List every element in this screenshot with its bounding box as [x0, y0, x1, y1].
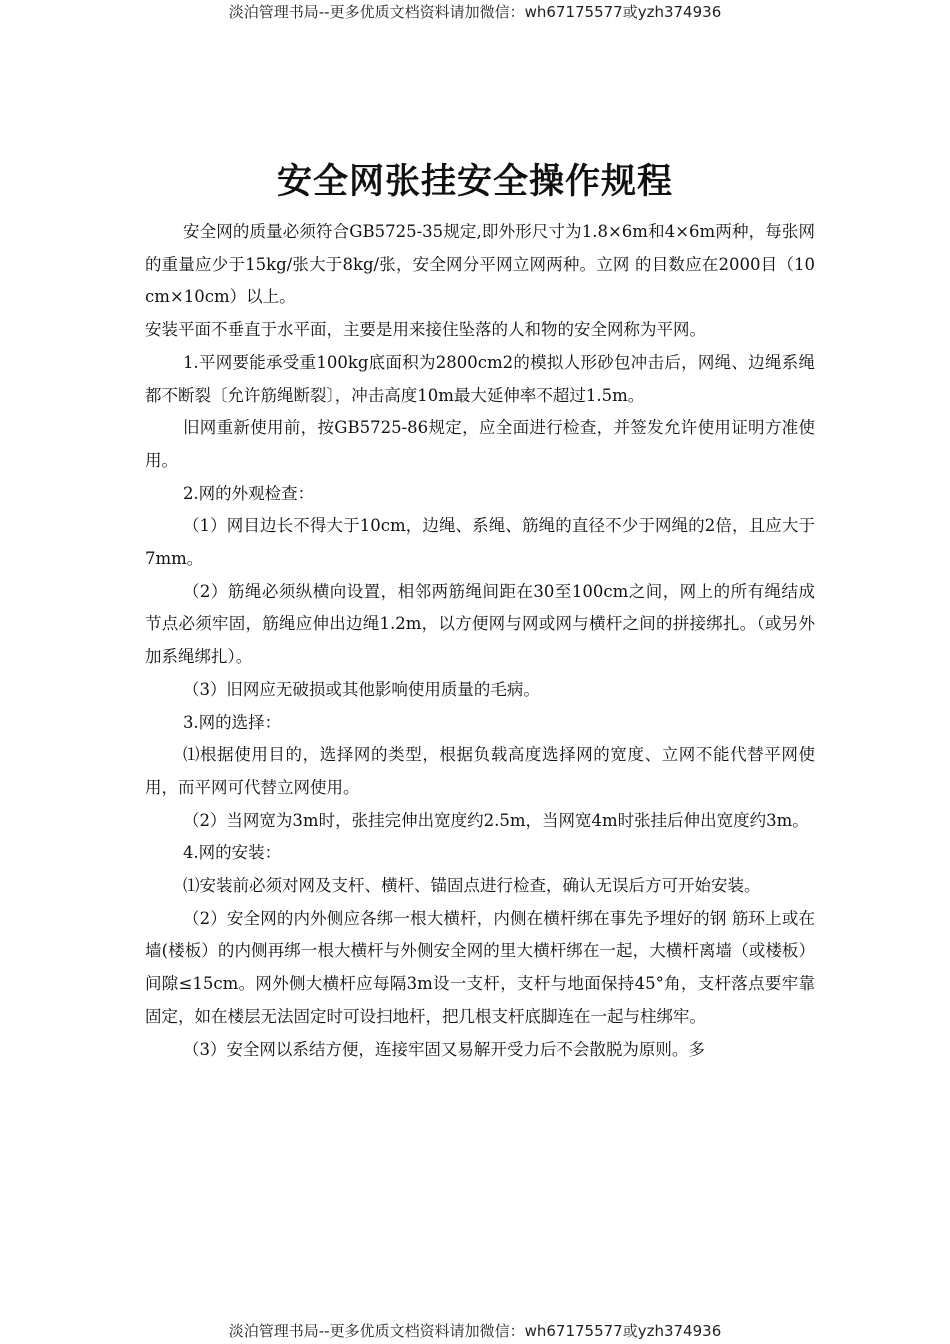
paragraph-impact-test: 1.平网要能承受重100kg底面积为2800cm2的模拟人形砂包冲击后，网绳、边绳系绳都不断裂〔允许筋绳断裂〕，冲击高度10m最大延伸率不超过1.5m。 — [145, 352, 815, 405]
paragraph-net-width: （2）当网宽为3m时，张挂完伸出宽度约2.5m，当网宽4m时张挂后伸出宽度约3m。 — [182, 810, 809, 830]
paragraph-quality-standard: 安全网的质量必须符合GB5725-35规定,即外形尺寸为1.8×6m和4×6m两种，每张网的重量应少于15kg/张大于8kg/张，安全网分平网立网两种。立网 的目数应在2000目（10cm×10cm）以上。 — [145, 222, 815, 307]
paragraph-old-net-defects: （3）旧网应无破损或其他影响使用质量的毛病。 — [182, 679, 540, 699]
paragraph-mesh-size: （1）网目边长不得大于10cm，边绳、系绳、筋绳的直径不少于网绳的2倍，且应大于7mm。 — [145, 516, 815, 569]
section-heading-net-selection: 3.网的选择： — [182, 712, 282, 732]
paragraph-selection-purpose: ⑴根据使用目的，选择网的类型，根据负载高度选择网的宽度、立网不能代替平网使用，而平网可代替立网使用。 — [145, 745, 815, 797]
paragraph-tendon-rope: （2）筋绳必须纵横向设置，相邻两筋绳间距在30至100cm之间，网上的所有绳结成节点必须牢固，筋绳应伸出边绳1.2m，以方便网与网或网与横杆之间的拼接绑扎。（或另外加系绳绑扎）。 — [145, 581, 815, 667]
paragraph-tying-principle: （3）安全网以系结方便，连接牢固又易解开受力后不会散脱为原则。多 — [182, 1039, 705, 1059]
page-footer: 淡泊管理书局--更多优质文档资料请加微信：wh67175577或yzh374936 — [228, 1322, 722, 1340]
paragraph-pre-install-check: ⑴安装前必须对网及支杆、横杆、锚固点进行检查，确认无误后方可开始安装。 — [182, 876, 761, 896]
paragraph-crossbar-binding: （2）安全网的内外侧应各绑一根大横杆，内侧在横杆绑在事先予埋好的钢 筋环上或在墙(楼板）的内侧再绑一根大横杆与外侧安全网的里大横杆绑在一起，大横杆离墙（或楼板）间隙≤15cm。网外侧大横杆应每隔3m设一支杆，支杆与地面保持45°角，支杆落点要牢靠固定，如在楼层无法固定时可设扫地杆，把几根支杆底脚连在一起与柱绑牢。 — [145, 908, 815, 1026]
page-header: 淡泊管理书局--更多优质文档资料请加微信：wh67175577或yzh374936 — [228, 3, 722, 21]
section-heading-visual-inspection: 2.网的外观检查： — [182, 483, 315, 503]
paragraph-flat-net-definition: 安装平面不垂直于水平面，主要是用来接住坠落的人和物的安全网称为平网。 — [145, 320, 706, 340]
paragraph-old-net-reuse: 旧网重新使用前，按GB5725-86规定，应全面进行检查，并签发允许使用证明方准使用。 — [145, 418, 815, 470]
section-heading-installation: 4.网的安装： — [182, 843, 282, 863]
document-body — [145, 216, 815, 1066]
document-title: 安全网张挂安全操作规程 — [276, 162, 673, 202]
